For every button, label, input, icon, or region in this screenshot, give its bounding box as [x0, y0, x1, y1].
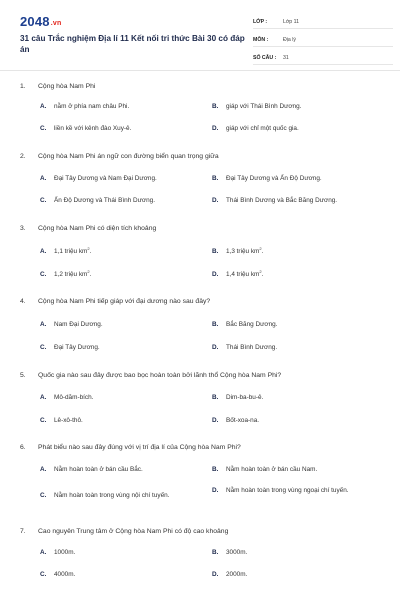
option-text: 1000m. — [54, 549, 76, 556]
question-text — [20, 443, 380, 452]
option-a[interactable] — [40, 248, 190, 257]
logo-number: 2048 — [20, 14, 50, 29]
option-letter: D. — [212, 197, 219, 204]
option-letter: A. — [40, 466, 47, 473]
option-suffix: . — [89, 271, 92, 278]
question-number: 7. — [20, 528, 26, 535]
option-text: giáp với Thái Bình Dương. — [226, 103, 302, 110]
option-d[interactable] — [212, 571, 380, 580]
question-text — [20, 224, 380, 233]
option-letter: B. — [212, 549, 219, 556]
option-text: Mô-dăm-bích. — [54, 394, 94, 401]
option-d[interactable] — [212, 344, 380, 353]
option-d[interactable] — [212, 197, 380, 206]
question-stem: Quốc gia nào sau đây được bao bọc hoàn toàn bởi lãnh thổ Cộng hòa Nam Phi? — [38, 372, 282, 379]
meta-class-label: LỚP : — [253, 19, 268, 25]
option-text: nằm ở phía nam châu Phi. — [54, 103, 130, 110]
option-d[interactable] — [212, 125, 380, 134]
meta-count-label: SỐ CÂU : — [253, 55, 277, 61]
option-letter: C. — [40, 344, 47, 351]
option-letter: C. — [40, 492, 47, 499]
meta-count-value: 31 — [283, 55, 289, 61]
option-b[interactable] — [212, 549, 380, 558]
question-stem: Phát biểu nào sau đây đúng với vị trí địa lí của Cộng hòa Nam Phi? — [38, 444, 241, 451]
option-b[interactable] — [212, 321, 380, 330]
option-letter: A. — [40, 394, 47, 401]
option-letter: C. — [40, 197, 47, 204]
question-number: 4. — [20, 298, 26, 305]
question-stem: Cộng hòa Nam Phi — [38, 83, 96, 90]
option-letter: A. — [40, 175, 47, 182]
meta-class-value: Lớp 11 — [283, 19, 299, 25]
option-suffix: . — [261, 248, 264, 255]
option-text: 4000m. — [54, 571, 76, 578]
option-letter: B. — [212, 103, 219, 110]
option-letter: D. — [212, 344, 219, 351]
question-number: 2. — [20, 153, 26, 160]
option-a[interactable] — [40, 394, 190, 403]
option-text — [54, 248, 91, 257]
option-c[interactable] — [40, 417, 190, 426]
option-b[interactable] — [212, 175, 380, 184]
option-a[interactable] — [40, 466, 190, 475]
option-text: Nằm hoàn toàn trong vùng nội chí tuyến. — [54, 492, 170, 499]
option-letter: B. — [212, 175, 219, 182]
option-text: Thái Bình Dương và Bắc Băng Dương. — [226, 197, 338, 204]
question-number: 6. — [20, 444, 26, 451]
question-number: 5. — [20, 372, 26, 379]
meta-subject-row — [253, 34, 393, 47]
option-text: Bắc Băng Dương. — [226, 321, 278, 328]
option-text — [54, 271, 91, 280]
logo-tld: .vn — [50, 20, 62, 27]
question-stem: Cộng hòa Nam Phi tiếp giáp với đại dương nào sau đây? — [38, 298, 211, 305]
option-letter: A. — [40, 549, 47, 556]
question-text — [20, 152, 380, 161]
option-letter: C. — [40, 417, 47, 424]
option-letter: B. — [212, 248, 219, 255]
option-d[interactable] — [212, 417, 380, 426]
option-value: 1,2 triệu km — [54, 271, 88, 278]
option-a[interactable] — [40, 549, 190, 558]
option-text: Nằm hoàn toàn ở bán cầu Bắc. — [54, 466, 143, 473]
option-d[interactable] — [212, 271, 380, 280]
question-stem: Cộng hòa Nam Phi có diện tích khoảng — [38, 225, 157, 232]
meta-info — [253, 16, 393, 70]
option-c[interactable] — [40, 197, 190, 206]
question-stem: Cao nguyên Trung tâm ở Cộng hòa Nam Phi có độ cao khoảng — [38, 528, 229, 535]
question-text — [20, 297, 380, 306]
option-d[interactable] — [212, 487, 380, 496]
option-letter: D. — [212, 125, 219, 132]
option-superscript: 2 — [87, 269, 90, 274]
meta-class-row — [253, 16, 393, 29]
option-letter: B. — [212, 321, 219, 328]
option-text: Đại Tây Dương và Ấn Độ Dương. — [226, 175, 322, 182]
option-letter: A. — [40, 103, 47, 110]
option-superscript: 2 — [87, 246, 90, 251]
question-number: 3. — [20, 225, 26, 232]
option-a[interactable] — [40, 103, 190, 112]
option-text — [226, 248, 263, 257]
option-letter: B. — [212, 466, 219, 473]
option-text: Nằm hoàn toàn trong vùng ngoại chí tuyến. — [226, 487, 349, 494]
option-text: Dim-ba-bu-ê. — [226, 394, 264, 401]
option-b[interactable] — [212, 394, 380, 403]
question-text — [20, 371, 380, 380]
option-text: 3000m. — [226, 549, 248, 556]
page-title: 31 câu Trắc nghiệm Địa lí 11 Kết nối tri thức Bài 30 có đáp án — [20, 34, 245, 54]
option-value: 1,3 triệu km — [226, 248, 260, 255]
option-letter: D. — [212, 417, 219, 424]
option-text: Thái Bình Dương. — [226, 344, 278, 351]
option-c[interactable] — [40, 571, 190, 580]
site-logo[interactable] — [20, 14, 61, 29]
option-b[interactable] — [212, 248, 380, 257]
option-letter: A. — [40, 321, 47, 328]
option-b[interactable] — [212, 466, 380, 475]
meta-count-row — [253, 52, 393, 65]
option-c[interactable] — [40, 271, 190, 280]
option-text: Đại Tây Dương. — [54, 344, 100, 351]
option-c[interactable] — [40, 344, 190, 353]
option-a[interactable] — [40, 175, 190, 184]
option-c[interactable] — [40, 492, 190, 501]
page-header — [20, 14, 390, 76]
option-letter: D. — [212, 571, 219, 578]
header-divider — [0, 70, 400, 71]
option-a[interactable] — [40, 321, 190, 330]
option-value: 1,1 triệu km — [54, 248, 88, 255]
option-letter: C. — [40, 271, 47, 278]
option-text: giáp với chỉ một quốc gia. — [226, 125, 299, 132]
meta-subject-label: MÔN : — [253, 37, 269, 43]
option-c[interactable] — [40, 125, 190, 134]
option-text: Đại Tây Dương và Nam Đại Dương. — [54, 175, 157, 182]
option-superscript: 2 — [259, 269, 262, 274]
option-letter: B. — [212, 394, 219, 401]
option-value: 1,4 triệu km — [226, 271, 260, 278]
option-letter: C. — [40, 125, 47, 132]
option-letter: A. — [40, 248, 47, 255]
option-text: Bốt-xoa-na. — [226, 417, 260, 424]
option-superscript: 2 — [259, 246, 262, 251]
question-text — [20, 82, 380, 91]
meta-subject-value: Địa lý — [283, 37, 296, 43]
option-text: Nam Đại Dương. — [54, 321, 103, 328]
option-text: liền kề với kênh đào Xuy-ê. — [54, 125, 132, 132]
option-text: Lê-xô-thô. — [54, 417, 83, 424]
option-text: 2000m. — [226, 571, 248, 578]
question-stem: Cộng hòa Nam Phi án ngữ con đường biển quan trọng giữa — [38, 153, 219, 160]
option-letter: D. — [212, 487, 219, 494]
option-text: Nằm hoàn toàn ở bán cầu Nam. — [226, 466, 318, 473]
question-text — [20, 527, 380, 536]
option-letter: C. — [40, 571, 47, 578]
option-text — [226, 271, 263, 280]
option-letter: D. — [212, 271, 219, 278]
option-text: Ấn Độ Dương và Thái Bình Dương. — [54, 197, 156, 204]
option-b[interactable] — [212, 103, 380, 112]
question-number: 1. — [20, 83, 26, 90]
option-suffix: . — [261, 271, 264, 278]
option-suffix: . — [89, 248, 92, 255]
